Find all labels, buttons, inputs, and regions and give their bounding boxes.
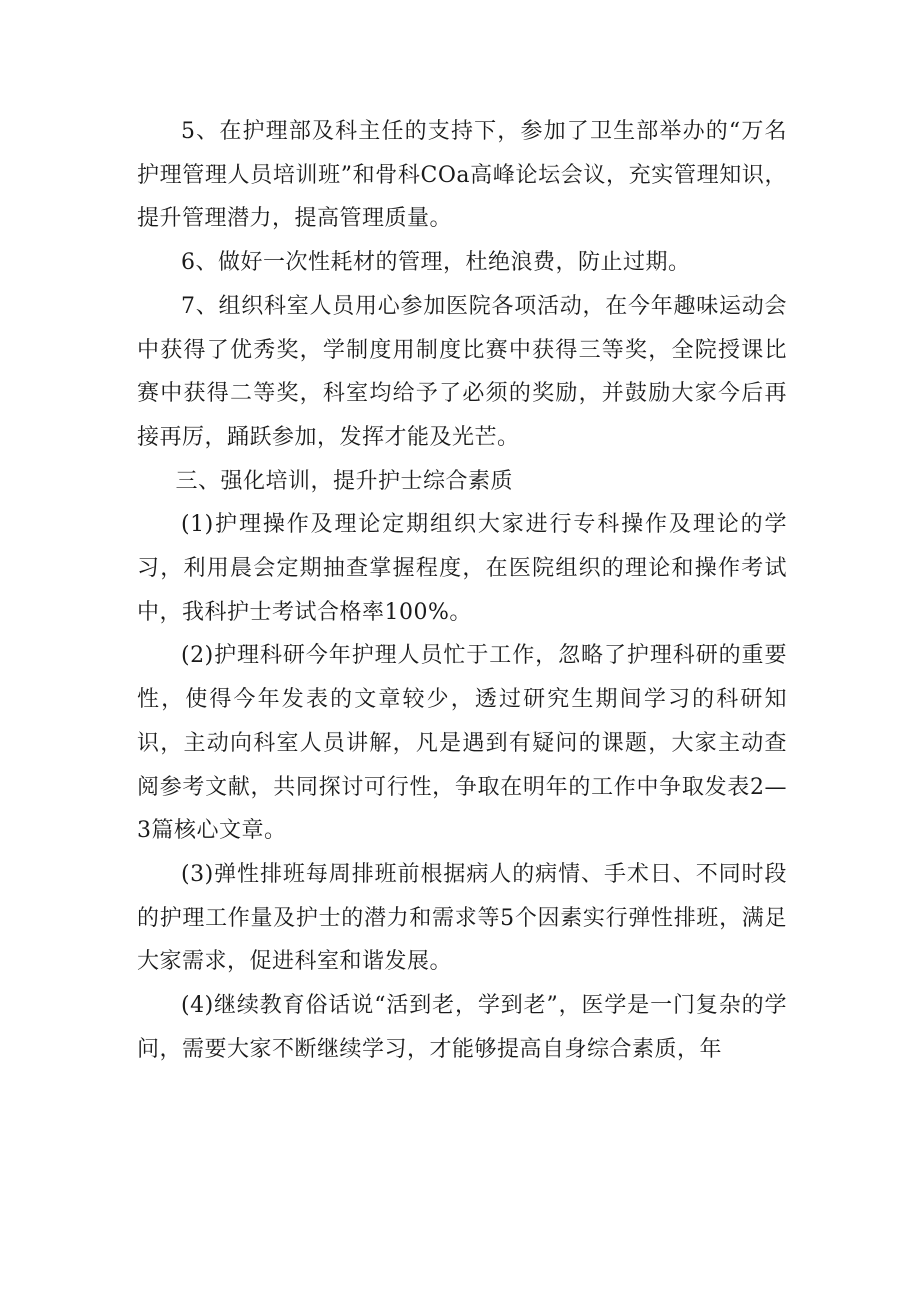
section-heading: 三、强化培训，提升护士综合素质 xyxy=(175,468,514,494)
item-3: (3)弹性排班每周排班前根据病人的病情、手术日、不同时段的护理工作量及护士的潜力和需求等5个因素实行弹性排班，满足大家需求，促进科室和谐发展。 xyxy=(137,861,787,975)
document-body xyxy=(137,110,787,1071)
paragraph-6: 6、做好一次性耗材的管理，杜绝浪费，防止过期。 xyxy=(181,250,691,276)
item-2: (2)护理科研今年护理人员忙于工作，忽略了护理科研的重要性，使得今年发表的文章较少，透过研究生期间学习的科研知识，主动向科室人员讲解，凡是遇到有疑问的课题，大家主动查阅参考文献，共同探讨可行性，争取在明年的工作中争取发表2—3篇核心文章。 xyxy=(137,643,787,844)
item-1: (1)护理操作及理论定期组织大家进行专科操作及理论的学习，利用晨会定期抽查掌握程度，在医院组织的理论和操作考试中，我科护士考试合格率100%。 xyxy=(137,512,787,625)
paragraph-7: 7、组织科室人员用心参加医院各项活动，在今年趣味运动会中获得了优秀奖，学制度用制度比赛中获得三等奖，全院授课比赛中获得二等奖，科室均给予了必须的奖励，并鼓励大家今后再接再厉，踊跃参加，发挥才能及光芒。 xyxy=(137,293,787,450)
item-4: (4)继续教育俗话说“活到老，学到老”，医学是一门复杂的学问，需要大家不断继续学习，才能够提高自身综合素质，年 xyxy=(137,993,787,1062)
paragraph-5: 5、在护理部及科主任的支持下，参加了卫生部举办的“万名护理管理人员培训班”和骨科COa高峰论坛会议，充实管理知识，提升管理潜力，提高管理质量。 xyxy=(137,119,787,232)
